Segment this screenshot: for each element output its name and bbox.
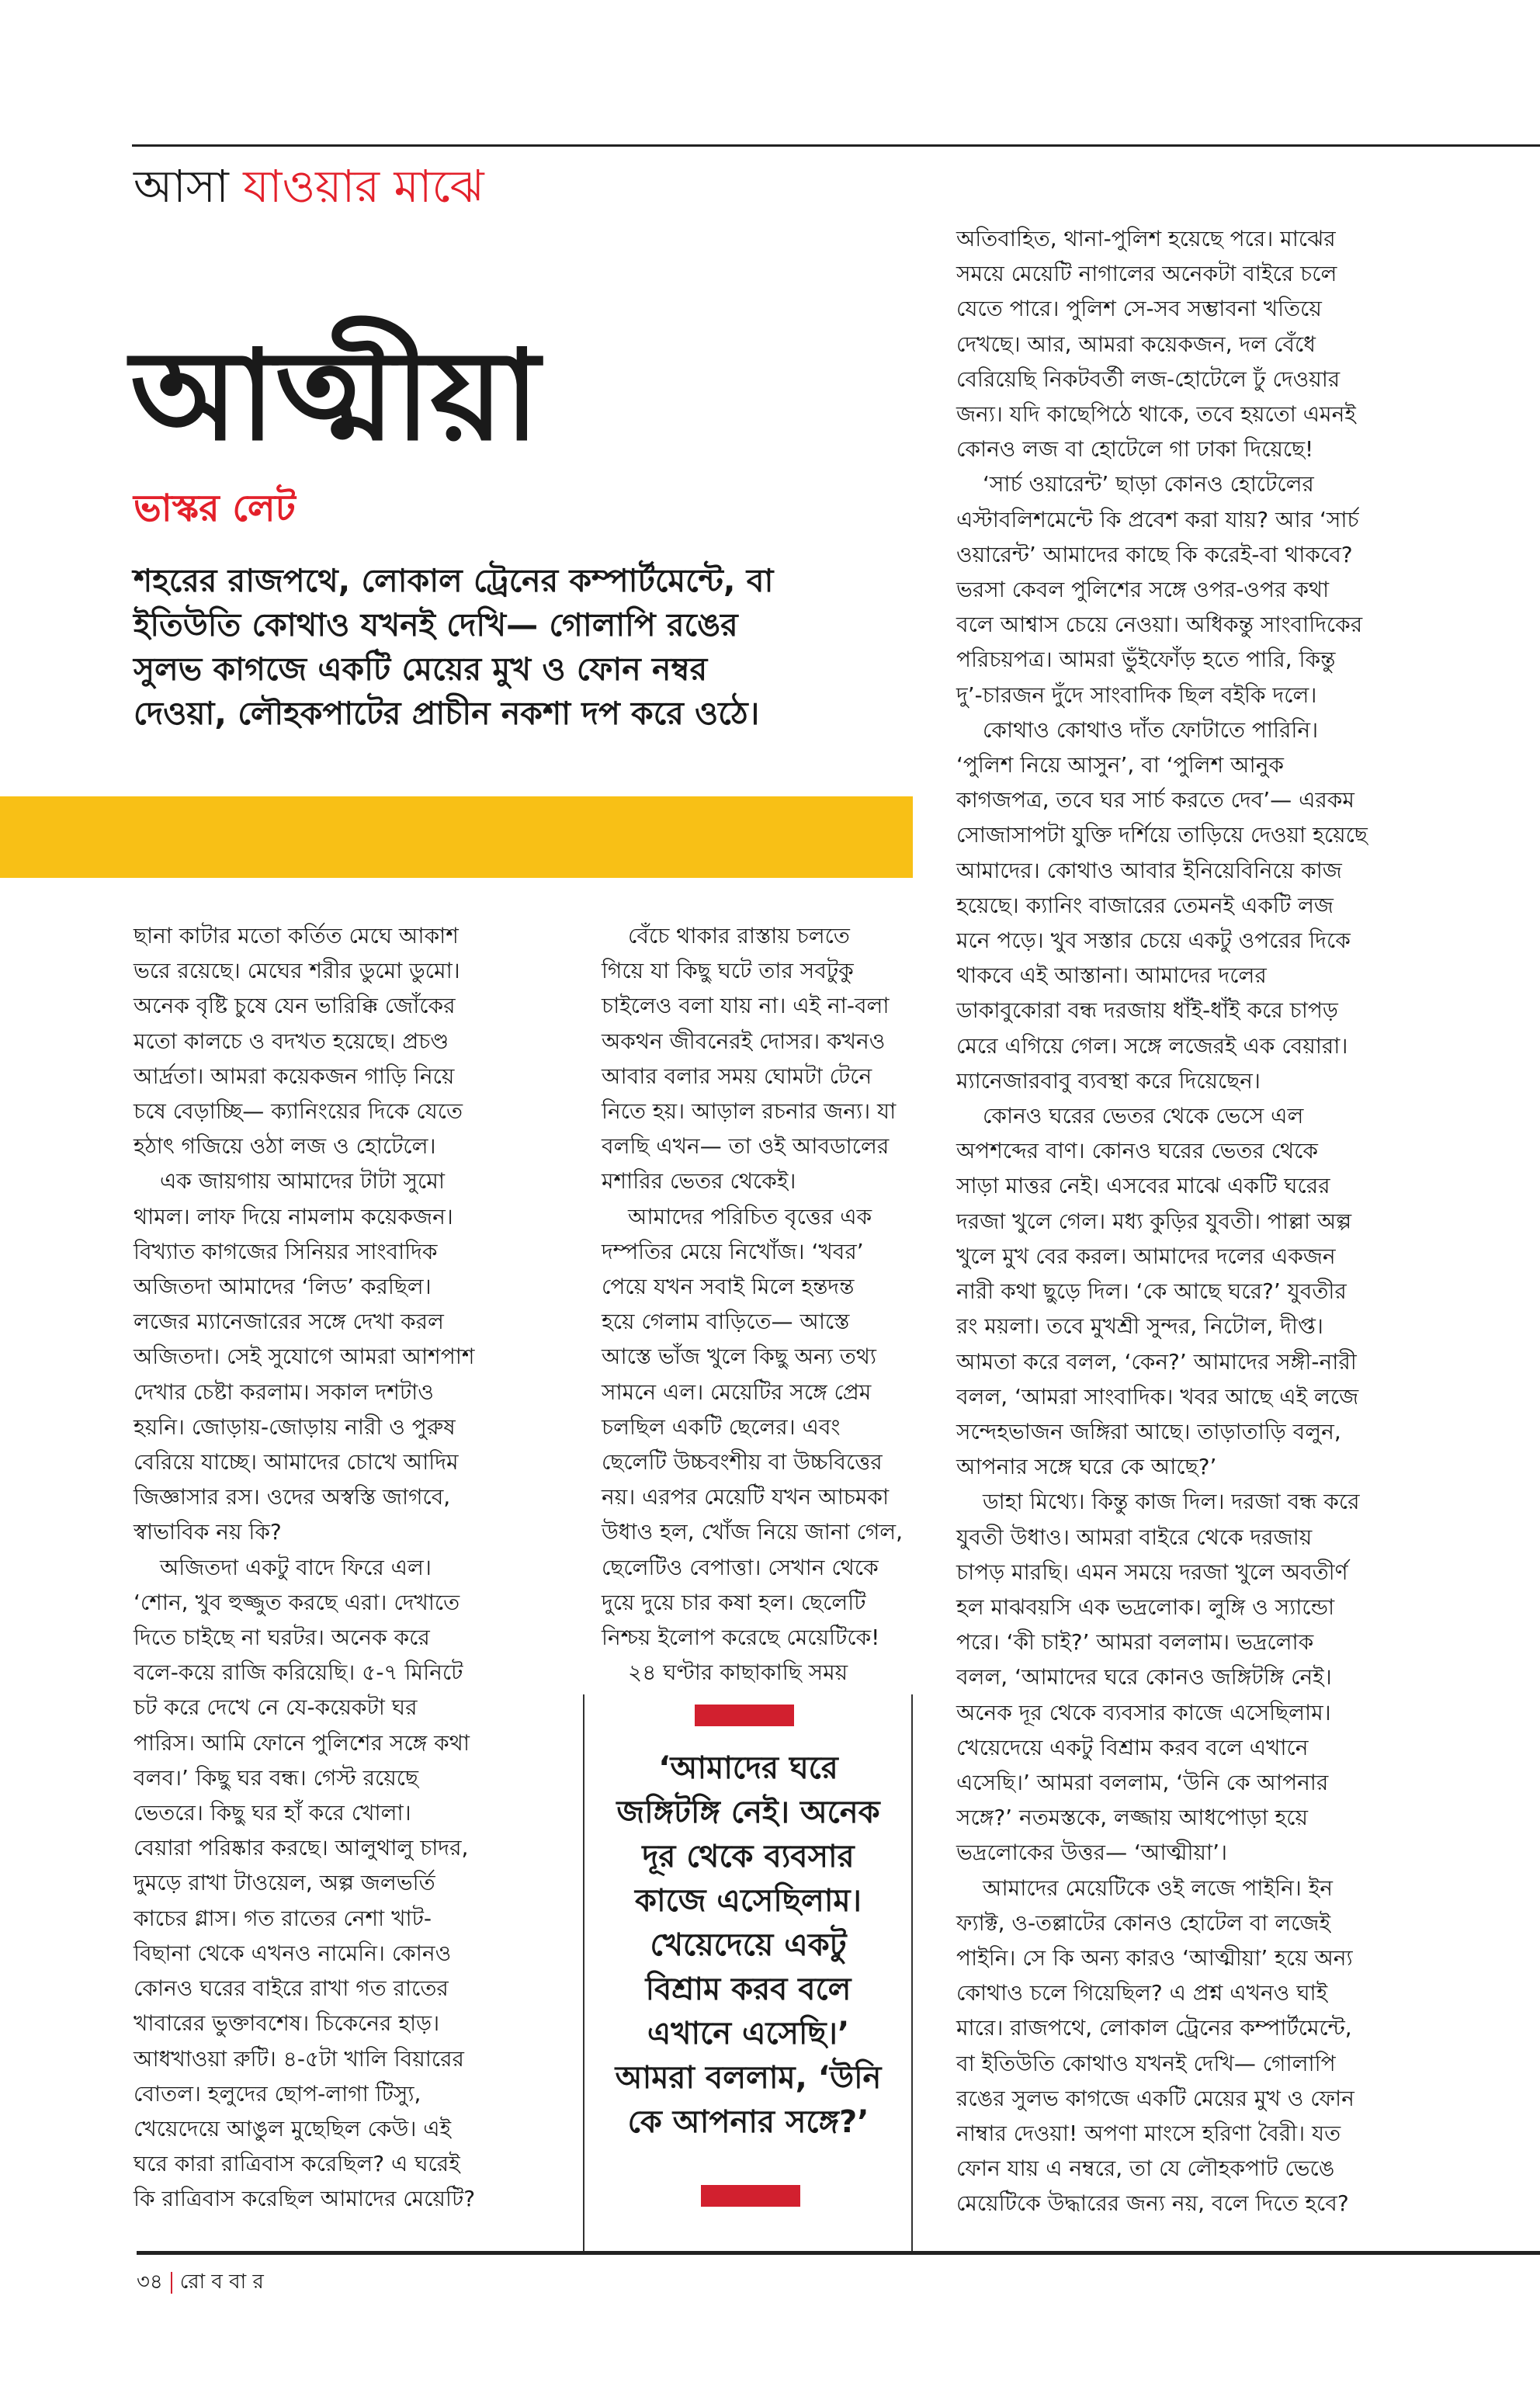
text-line: অজিতদা আমাদের ‘লিড’ করছিল। [134, 1274, 432, 1300]
text-line: মেরে এগিয়ে গেল। সঙ্গে লজেরই এক বেয়ারা। [956, 1032, 1348, 1059]
kicker-red: যাওয়ার মাঝে [243, 160, 484, 213]
text-line: দু’-চারজন দুঁদে সাংবাদিক ছিল বইকি দলে। [956, 681, 1317, 708]
text-line: অপশব্দের বাণ। কোনও ঘরের ভেতর থেকে [956, 1138, 1318, 1164]
text-line: অতিবাহিত, থানা-পুলিশ হয়েছে পরে। মাঝের [956, 226, 1336, 251]
text-line: পরিচয়পত্র। আমরা ভুঁইফোঁড় হতে পারি, কিন্তু [956, 647, 1336, 673]
text-line: এক জায়গায় আমাদের টাটা সুমো [160, 1168, 445, 1195]
text-line: বা ইতিউতি কোথাও যখনই দেখি— গোলাপি [956, 2050, 1336, 2076]
text-line: দূর থেকে ব্যবসার [642, 1839, 855, 1875]
text-line: ছানা কাটার মতো কর্তিত মেঘে আকাশ [134, 923, 459, 949]
text-line: ‘আমাদের ঘরে [658, 1750, 838, 1786]
text-line: কোনও ঘরের ভেতর থেকে ভেসে এল [983, 1103, 1304, 1129]
text-line: কোনও ঘরের বাইরে রাখা গত রাতের [134, 1975, 449, 2002]
text-line: আমাদের। কোথাও আবার ইনিয়েবিনিয়ে কাজ [956, 857, 1342, 883]
text-line: খুলে মুখ বের করল। আমাদের দলের একজন [956, 1243, 1336, 1269]
text-line: বেরিয়েছি নিকটবর্তী লজ-হোটেলে ঢুঁ দেওয়ার [956, 366, 1341, 392]
text-line: হঠাৎ গজিয়ে ওঠা লজ ও হোটেলে। [134, 1133, 436, 1160]
text-line: কোনও লজ বা হোটেলে গা ঢাকা দিয়েছে! [956, 436, 1314, 463]
text-line: ভেতরে। কিছু ঘর হাঁ করে খোলা। [134, 1800, 411, 1826]
text-line: আবার বলার সময় ঘোমটা টেনে [602, 1063, 872, 1089]
text-line: মারে। রাজপথে, লোকাল ট্রেনের কম্পার্টমেন্টে, [956, 2015, 1352, 2041]
pull-quote [584, 1746, 913, 2145]
text-line: মনে পড়ে। খুব সস্তার চেয়ে একটু ওপরের দিকে [956, 928, 1351, 954]
text-line: জঙ্গিটঙ্গি নেই। অনেক [616, 1795, 880, 1830]
text-line: রঙের সুলভ কাগজে একটি মেয়ের মুখ ও ফোন [956, 2085, 1354, 2111]
text-line: ঘরে কারা রাত্রিবাস করেছিল? এ ঘরেই [134, 2151, 460, 2177]
article-deck [134, 559, 910, 736]
text-line: পরে। ‘কী চাই?’ আমরা বললাম। ভদ্রলোক [956, 1629, 1314, 1656]
pull-quote-bar-top [695, 1705, 794, 1726]
text-line: ‘পুলিশ নিয়ে আসুন’, বা ‘পুলিশ আনুক [956, 752, 1285, 779]
text-line: দেখার চেষ্টা করলাম। সকাল দশটাও [134, 1379, 434, 1405]
text-line: ম্যানেজারবাবু ব্যবস্থা করে দিয়েছেন। [956, 1067, 1261, 1094]
text-line: চষে বেড়াচ্ছি— ক্যানিংয়ের দিকে যেতে [134, 1098, 463, 1125]
text-line: খাবারের ভুক্তাবশেষ। চিকেনের হাড়। [134, 2010, 440, 2037]
magazine-name: রো ব বা র [179, 2270, 264, 2294]
text-line: বেঁচে থাকার রাস্তায় চলতে [628, 923, 850, 949]
text-line: অনেক দূর থেকে ব্যবসার কাজে এসেছিলাম। [956, 1699, 1331, 1725]
text-line: বিখ্যাত কাগজের সিনিয়র সাংবাদিক [134, 1238, 438, 1264]
bottom-rule [137, 2251, 1540, 2255]
text-line: এসেছি।’ আমরা বললাম, ‘উনি কে আপনার [956, 1769, 1329, 1795]
text-line: চট করে দেখে নে যে-কয়েকটা ঘর [134, 1694, 418, 1721]
text-line: কে আপনার সঙ্গে?’ [627, 2104, 869, 2140]
text-line: বিছানা থেকে এখনও নামেনি। কোনও [134, 1940, 452, 1966]
author-byline: ভাস্কর লেট [134, 487, 296, 530]
text-line: চাপড় মারছি। এমন সময়ে দরজা খুলে অবতীর্ণ [956, 1559, 1348, 1585]
text-line: বেরিয়ে যাচ্ছে। আমাদের চোখে আদিম [134, 1449, 459, 1476]
text-line: কি রাত্রিবাস করেছিল আমাদের মেয়েটি? [134, 2186, 476, 2212]
text-line: বলে-কয়ে রাজি করিয়েছি। ৫-৭ মিনিটে [134, 1659, 463, 1686]
text-line: আমাদের মেয়েটিকে ওই লজে পাইনি। ইন [983, 1875, 1333, 1901]
text-line: আমতা করে বলল, ‘কেন?’ আমাদের সঙ্গী-নারী [956, 1348, 1357, 1375]
body-column-middle [602, 918, 904, 1690]
text-line: থামল। লাফ দিয়ে নামলাম কয়েকজন। [134, 1203, 453, 1229]
text-line: যেতে পারে। পুলিশ সে-সব সম্ভাবনা খতিয়ে [956, 296, 1322, 322]
text-line: কাগজপত্র, তবে ঘর সার্চ করতে দেব’— এরকম [956, 787, 1354, 813]
text-line: সঙ্গে?’ নতমস্তকে, লজ্জায় আধপোড়া হয়ে [956, 1805, 1308, 1831]
text-line: বলল, ‘আমরা সাংবাদিক। খবর আছে এই লজে [956, 1383, 1359, 1410]
text-line: অজিতদা। সেই সুযোগে আমরা আশপাশ [134, 1344, 475, 1370]
text-line: দুমড়ে রাখা টাওয়েল, অল্প জলভর্তি [134, 1870, 435, 1896]
text-line: কোথাও কোথাও দাঁত ফোটাতে পারিনি। [983, 716, 1319, 743]
text-line: হয়ে গেলাম বাড়িতে— আস্তে [602, 1309, 850, 1335]
text-line: অনেক বৃষ্টি চুষে যেন ভারিক্কি জোঁকের [134, 993, 456, 1019]
text-line: ওয়ারেন্ট’ আমাদের কাছে কি করেই-বা থাকবে? [956, 541, 1353, 567]
text-line: হল মাঝবয়সি এক ভদ্রলোক। লুঙ্গি ও স্যান্ডো [956, 1594, 1335, 1620]
text-line: ডাহা মিথ্যে। কিন্তু কাজ দিল। দরজা বন্ধ করে [983, 1489, 1360, 1515]
text-line: খেয়েদেয়ে আঙুল মুছেছিল কেউ। এই [134, 2115, 452, 2142]
text-line: জন্য। যদি কাছেপিঠে থাকে, তবে হয়তো এমনই [956, 401, 1356, 428]
text-line: আপনার সঙ্গে ঘরে কে আছে?’ [956, 1454, 1217, 1480]
text-line: পাইনি। সে কি অন্য কারও ‘আত্মীয়া’ হয়ে অন্য [956, 1944, 1353, 1971]
text-line: পেয়ে যখন সবাই মিলে হন্তদন্ত [602, 1274, 855, 1300]
text-line: হয়নি। জোড়ায়-জোড়ায় নারী ও পুরুষ [134, 1413, 456, 1440]
yellow-band [0, 796, 913, 878]
text-line: হয়েছে। ক্যানিং বাজারের তেমনই একটি লজ [956, 892, 1334, 918]
text-line: আমাদের পরিচিত বৃত্তের এক [628, 1203, 872, 1229]
text-line: বোতল। হলুদের ছোপ-লাগা টিস্যু, [134, 2080, 421, 2107]
text-line: থাকবে এই আস্তানা। আমাদের দলের [956, 962, 1267, 989]
text-line: এখানে এসেছি।’ [647, 2016, 850, 2051]
text-line: দেওয়া, লৌহকপাটের প্রাচীন নকশা দপ করে ওঠে। [134, 695, 760, 732]
text-line: ২৪ ঘণ্টার কাছাকাছি সময় [628, 1659, 848, 1686]
text-line: ‘সার্চ ওয়ারেন্ট’ ছাড়া কোনও হোটেলের [983, 471, 1314, 498]
text-line: আর্দ্রতা। আমরা কয়েকজন গাড়ি নিয়ে [134, 1063, 455, 1089]
text-line: সামনে এল। মেয়েটির সঙ্গে প্রেম [602, 1379, 872, 1405]
text-line: দরজা খুলে গেল। মধ্য কুড়ির যুবতী। পাল্লা অল্প [956, 1208, 1352, 1234]
page-number: ৩৪ [137, 2270, 163, 2294]
body-column-left [134, 918, 514, 2217]
text-line: আস্তে ভাঁজ খুলে কিছু অন্য তথ্য [602, 1344, 876, 1370]
text-line: নয়। এরপর মেয়েটি যখন আচমকা [602, 1484, 890, 1510]
text-line: দেখছে। আর, আমরা কয়েকজন, দল বেঁধে [956, 331, 1316, 357]
kicker-black: আসা [134, 160, 229, 213]
text-line: সুলভ কাগজে একটি মেয়ের মুখ ও ফোন নম্বর [134, 650, 708, 688]
text-line: মেয়েটিকে উদ্ধারের জন্য নয়, বলে দিতে হবে? [956, 2190, 1349, 2217]
text-line: নিশ্চয় ইলোপ করেছে মেয়েটিকে! [602, 1625, 880, 1651]
text-line: মশারির ভেতর থেকেই। [602, 1168, 796, 1195]
text-line: বলে আশ্বাস চেয়ে নেওয়া। অধিকন্তু সাংবাদিকের [956, 612, 1363, 638]
text-line: কাচের গ্লাস। গত রাতের নেশা খাট- [134, 1905, 432, 1931]
text-line: বলছি এখন— তা ওই আবডালের [602, 1133, 890, 1160]
text-line: ডাকাবুকোরা বন্ধ দরজায় ধাঁই-ধাঁই করে চাপড় [956, 997, 1338, 1024]
text-line: পারিস। আমি ফোনে পুলিশের সঙ্গে কথা [134, 1729, 470, 1756]
text-line: ফ্যাক্ট, ও-তল্লাটের কোনও হোটেল বা লজেই [956, 1909, 1331, 1936]
text-line: জিজ্ঞাসার রস। ওদের অস্বস্তি জাগবে, [134, 1484, 451, 1510]
body-column-right [956, 221, 1414, 2221]
text-line: ভরসা কেবল পুলিশের সঙ্গে ওপর-ওপর কথা [956, 577, 1330, 603]
text-line: বলল, ‘আমাদের ঘরে কোনও জঙ্গিটঙ্গি নেই। [956, 1664, 1332, 1691]
text-line: বেয়ারা পরিষ্কার করছে। আলুথালু চাদর, [134, 1835, 469, 1861]
page-footer [137, 2266, 264, 2298]
text-line: আধখাওয়া রুটি। ৪-৫টা খালি বিয়ারের [134, 2045, 464, 2072]
text-line: ছেলেটিও বেপাত্তা। সেখান থেকে [602, 1554, 879, 1580]
footer-separator [171, 2272, 172, 2294]
text-line: ছেলেটি উচ্চবংশীয় বা উচ্চবিত্তের [602, 1449, 883, 1476]
text-line: দম্পতির মেয়ে নিখোঁজ। ‘খবর’ [602, 1238, 864, 1264]
text-line: বলব।’ কিছু ঘর বন্ধ। গেস্ট রয়েছে [134, 1764, 418, 1791]
text-line: নারী কথা ছুড়ে দিল। ‘কে আছে ঘরে?’ যুবতীর [956, 1278, 1347, 1305]
text-line: ‘শোন, খুব হুজ্জুত করছে এরা। দেখাতে [134, 1589, 460, 1615]
top-rule [132, 144, 1540, 147]
text-line: চাইলেও বলা যায় না। এই না-বলা [602, 993, 890, 1019]
text-line: সময়ে মেয়েটি নাগালের অনেকটা বাইরে চলে [956, 261, 1337, 287]
text-line: যুবতী উধাও। আমরা বাইরে থেকে দরজায় [956, 1524, 1313, 1550]
text-line: খেয়েদেয়ে একটু বিশ্রাম করব বলে এখানে [956, 1734, 1309, 1760]
text-line: সাড়া মাত্তর নেই। এসবের মাঝে একটি ঘরের [956, 1173, 1330, 1199]
text-line: নাম্বার দেওয়া! অপণা মাংসে হরিণা বৈরী। যত [956, 2120, 1341, 2146]
text-line: নিতে হয়। আড়াল রচনার জন্য। যা [602, 1098, 897, 1125]
text-line: সোজাসাপটা যুক্তি দর্শিয়ে তাড়িয়ে দেওয়া হয়েছে [956, 822, 1368, 848]
text-line: খেয়েদেয়ে একটু [650, 1927, 847, 1963]
pull-quote-bar-bottom [701, 2185, 800, 2207]
text-line: কোথাও চলে গিয়েছিল? এ প্রশ্ন এখনও ঘাই [956, 1980, 1328, 2006]
text-line: বিশ্রাম করব বলে [645, 1972, 852, 2007]
article-title: আত্মীয়া [130, 323, 540, 468]
text-line: কাজে এসেছিলাম। [635, 1883, 862, 1919]
text-line: ইতিউতি কোথাও যখনই দেখি— গোলাপি রঙের [134, 606, 738, 643]
text-line: দুয়ে দুয়ে চার কষা হল। ছেলেটি [602, 1589, 866, 1615]
text-line: লজের ম্যানেজারের সঙ্গে দেখা করল [134, 1309, 444, 1335]
text-line: স্বাভাবিক নয় কি? [134, 1519, 282, 1545]
text-line: গিয়ে যা কিছু ঘটে তার সবটুকু [602, 958, 854, 984]
text-line: ভদ্রলোকের উত্তর— ‘আত্মীয়া’। [956, 1840, 1228, 1866]
text-line: অজিতদা একটু বাদে ফিরে এল। [160, 1554, 432, 1580]
text-line: শহরের রাজপথে, লোকাল ট্রেনের কম্পার্টমেন্টে, বা [134, 562, 774, 599]
text-line: মতো কালচে ও বদখত হয়েছে। প্রচণ্ড [134, 1028, 449, 1054]
text-line: আমরা বললাম, ‘উনি [615, 2060, 882, 2096]
text-line: দিতে চাইছে না ঘরটর। অনেক করে [134, 1625, 430, 1651]
text-line: উধাও হল, খোঁজ নিয়ে জানা গেল, [602, 1519, 904, 1545]
text-line: ভরে রয়েছে। মেঘের শরীর ডুমো ডুমো। [134, 958, 460, 984]
text-line: সন্দেহভাজন জঙ্গিরা আছে। তাড়াতাড়ি বলুন, [956, 1418, 1341, 1444]
text-line: চলছিল একটি ছেলের। এবং [602, 1413, 841, 1440]
section-kicker [134, 155, 484, 217]
text-line: অকথন জীবনেরই দোসর। কখনও [602, 1028, 886, 1054]
text-line: এস্টাবলিশমেন্টে কি প্রবেশ করা যায়? আর ‘সার্চ [956, 506, 1359, 532]
text-line: ফোন যায় এ নম্বরে, তা যে লৌহকপাট ভেঙে [956, 2155, 1335, 2182]
text-line: রং ময়লা। তবে মুখশ্রী সুন্দর, নিটোল, দীপ্ত। [956, 1313, 1323, 1340]
